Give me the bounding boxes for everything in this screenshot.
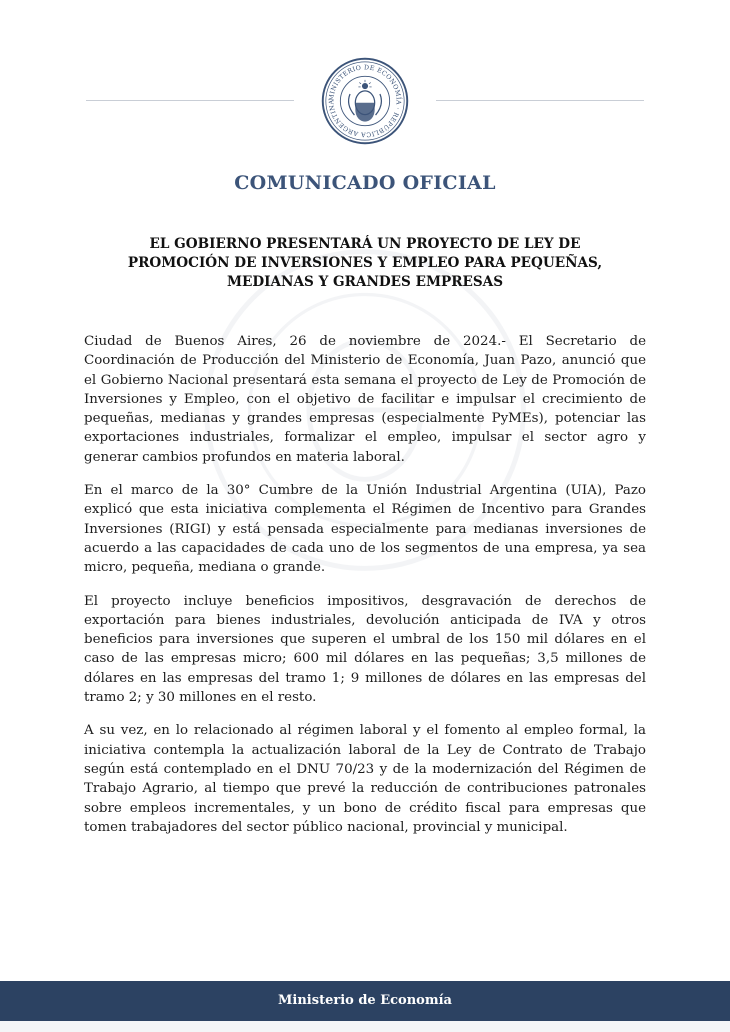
press-release-headline: EL GOBIERNO PRESENTARÁ UN PROYECTO DE LEY DE PROMOCIÓN DE INVERSIONES Y EMPLEO PARA PEQUEÑAS, MEDIANAS Y GRANDES EMPRESAS [127, 236, 603, 290]
page-bottom-margin [0, 1021, 730, 1032]
page-title: COMUNICADO OFICIAL [234, 172, 496, 194]
body-paragraph: A su vez, en lo relacionado al régimen laboral y el fomento al empleo formal, la iniciativa contempla la actualización laboral de la Ley de Contrato de Trabajo según está contemplado en el DNU 70/23 y de la modernización del Régimen de Trabajo Agrario, al tiempo que prevé la reducción de contribuciones patronales sobre empleos incrementales, y un bono de crédito fiscal para empresas que tomen trabajadores del sector público nacional, provincial y municipal. [84, 723, 646, 835]
header-divider-left [86, 100, 294, 101]
body-paragraph: Ciudad de Buenos Aires, 26 de noviembre de 2024.- El Secretario de Coordinación de Producción del Ministerio de Economía, Juan Pazo, anunció que el Gobierno Nacional presentará esta semana el proyecto de Ley de Promoción de Inversiones y Empleo, con el objetivo de facilitar e impulsar el crecimiento de pequeñas, medianas y grandes empresas (especialmente PyMEs), potenciar las exportaciones industriales, formalizar el empleo, impulsar el sector agro y generar cambios profundos en materia laboral. [84, 334, 646, 465]
ministry-seal-icon [321, 57, 409, 145]
body-paragraph: El proyecto incluye beneficios impositivos, desgravación de derechos de exportación para bienes industriales, devolución anticipada de IVA y otros beneficios para inversiones que superen el umbral de los 150 mil dólares en el caso de las empresas micro; 600 mil dólares en las pequeñas; 3,5 millones de dólares en las empresas del tramo 1; 9 millones de dólares en las empresas del tramo 2; y 30 millones en el resto. [84, 593, 646, 706]
svg-text:MINISTERIO DE ECONOMÍA · REPÚB: MINISTERIO DE ECONOMÍA · REPÚBLICA ARGENTINA [328, 64, 402, 138]
header-divider-right [436, 100, 644, 101]
document-header [0, 0, 730, 150]
ministry-footer-bar [0, 981, 730, 1021]
footer-label: Ministerio de Economía [278, 993, 452, 1008]
press-release-body [84, 332, 646, 851]
body-paragraph: En el marco de la 30° Cumbre de la Unión Industrial Argentina (UIA), Pazo explicó que esta iniciativa complementa el Régimen de Incentivo para Grandes Inversiones (RIGI) y está pensada especialmente para medianas inversiones de acuerdo a las capacidades de cada uno de los segmentos de una empresa, ya sea micro, pequeña, mediana o grande. [84, 483, 646, 576]
